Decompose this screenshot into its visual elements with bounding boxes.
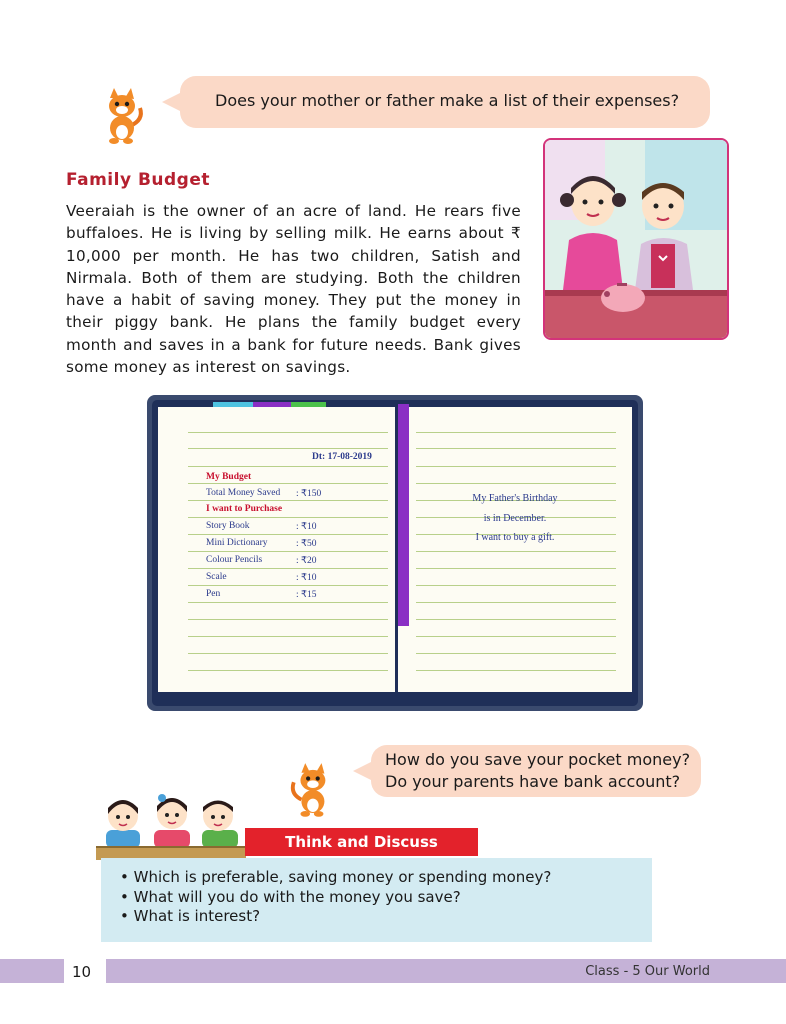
note-item-name: Scale [206, 572, 227, 582]
discuss-item: • What is interest? [120, 907, 551, 927]
bookmark-ribbon-tip [398, 610, 408, 626]
cat-mascot-bottom [288, 760, 334, 818]
notebook-left-page [158, 407, 395, 692]
bookmark-ribbon [398, 404, 409, 626]
bubble-bottom-line-2: Do your parents have bank account? [385, 772, 681, 791]
note-right-line: I want to buy a gift. [475, 532, 555, 543]
think-discuss-title: Think and Discuss [245, 828, 478, 856]
bubble-top-text: Does your mother or father make a list of their expenses? [215, 91, 680, 110]
speech-bubble-top [180, 76, 710, 128]
body-paragraph: Veeraiah is the owner of an acre of land. He rears five buffaloes. He is living by selling milk. He earns about ₹ 10,000 per month. He has two children, Satish and Nirmala. Both of them are studying. Both the children have a habit of saving money. They put the money in their piggy bank. He plans the family budget every month and saves in a bank for future needs. Bank gives some money as interest on savings. [66, 202, 521, 377]
section-title: Family Budget [66, 170, 211, 190]
footer-book-title: Class - 5 Our World [585, 964, 710, 979]
discuss-item: • What will you do with the money you save? [120, 888, 551, 908]
children-piggy-bank-illustration [543, 138, 729, 340]
think-discuss-list [120, 868, 551, 927]
note-right-line: My Father's Birthday [472, 493, 558, 504]
page-number: 10 [72, 963, 92, 981]
note-item-price: : ₹15 [296, 590, 317, 600]
note-saved-value: : ₹150 [296, 489, 322, 499]
bubble-tail [162, 92, 182, 112]
cat-mascot-top [100, 86, 148, 144]
bubble-tail [353, 761, 373, 781]
note-want-heading: I want to Purchase [206, 504, 283, 514]
note-date: Dt: 17-08-2019 [312, 452, 372, 462]
note-right-line: is in December. [483, 513, 547, 524]
note-item-name: Story Book [206, 521, 250, 531]
note-item-price: : ₹10 [296, 522, 317, 532]
note-heading: My Budget [206, 472, 252, 482]
note-item-price: : ₹50 [296, 539, 317, 549]
speech-bubble-bottom [371, 745, 701, 797]
note-item-price: : ₹10 [296, 573, 317, 583]
note-item-price: : ₹20 [296, 556, 317, 566]
notebook-right-page [398, 407, 632, 692]
note-item-name: Colour Pencils [206, 555, 263, 565]
footer-bar-left [0, 959, 64, 983]
note-item-name: Pen [206, 589, 221, 599]
bubble-bottom-line-1: How do you save your pocket money? [385, 750, 691, 769]
discuss-item: • Which is preferable, saving money or spending money? [120, 868, 551, 888]
note-saved-label: Total Money Saved [206, 488, 281, 498]
three-children-illustration [100, 790, 245, 850]
note-item-name: Mini Dictionary [206, 538, 268, 548]
